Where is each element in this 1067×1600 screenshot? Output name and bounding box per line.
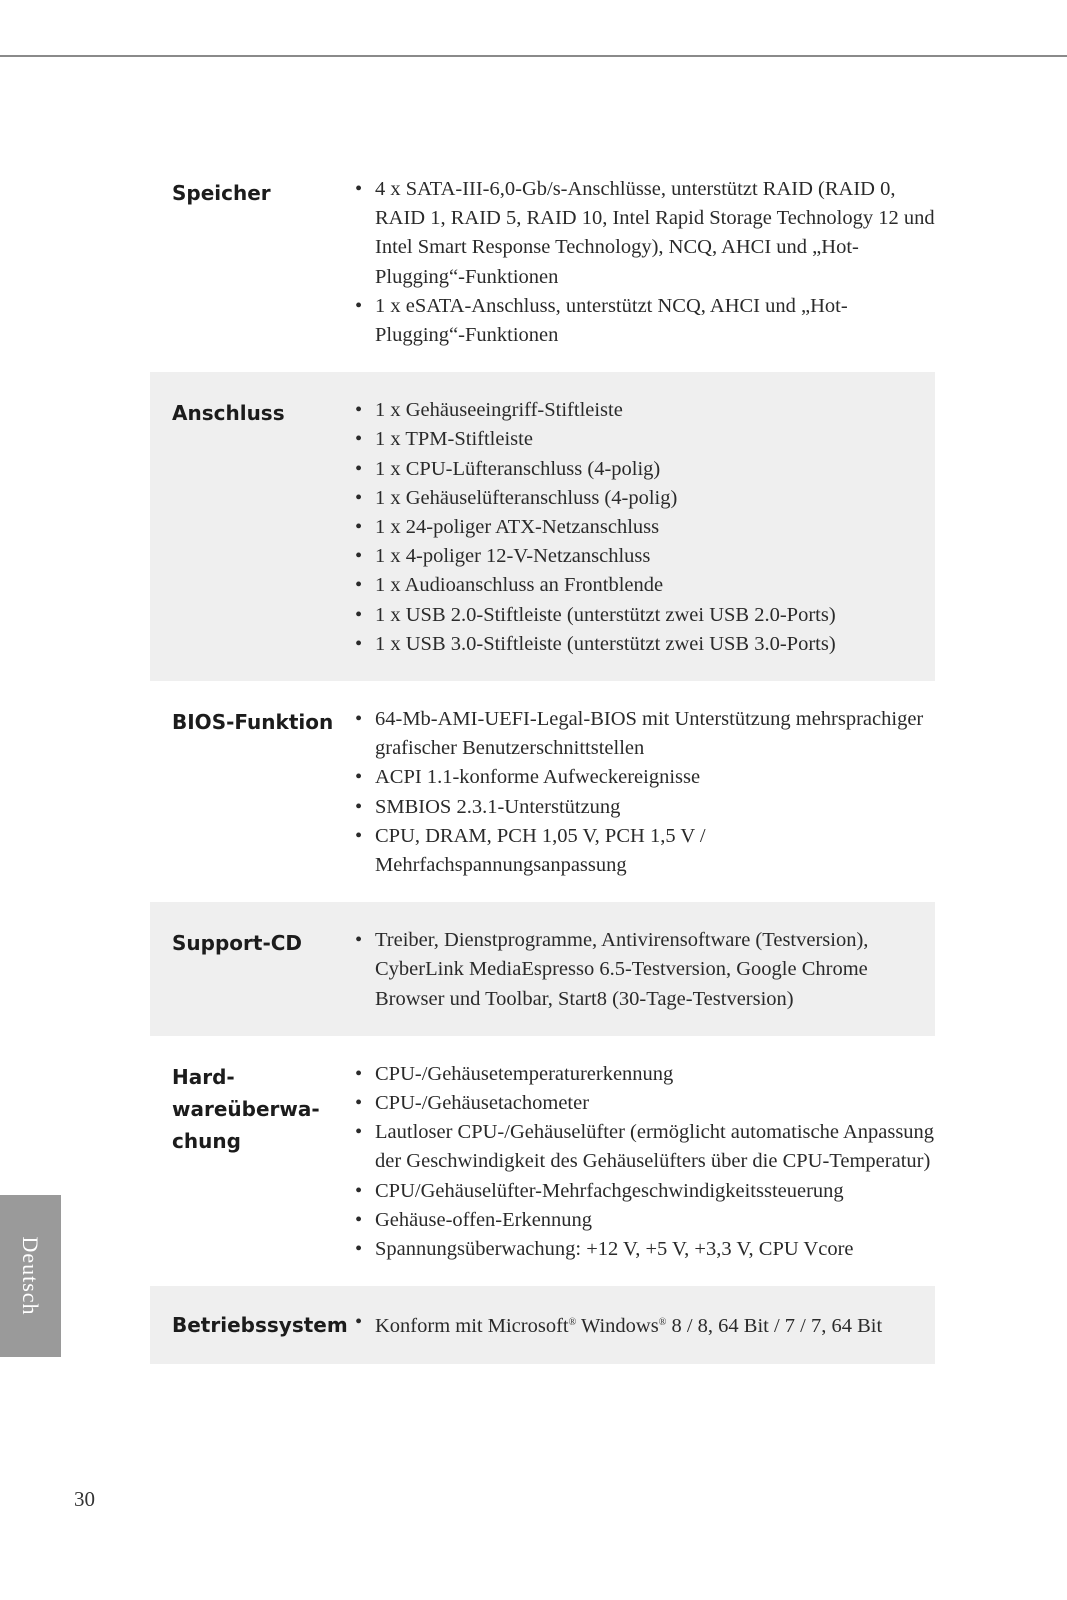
- list-item: • Lautloser CPU-/Gehäuselüfter (ermöglicht automatische Anpassung der Geschwindigkeit des Gehäuselüfters über die CPU-Temperatur): [375, 1118, 935, 1176]
- list-item: • Treiber, Dienstprogramme, Antivirensoftware (Testversion), CyberLink MediaEspresso 6.5-Testversion, Google Chrome Browser und Toolbar, Start8 (30-Tage-Testversion): [375, 926, 935, 1014]
- spec-items: [375, 396, 935, 659]
- list-item: • CPU/Gehäuselüfter-Mehrfachgeschwindigkeitssteuerung: [375, 1177, 935, 1206]
- list-item: • CPU, DRAM, PCH 1,05 V, PCH 1,5 V / Mehrfachspannungsanpassung: [375, 822, 935, 880]
- spec-label: Support-CD: [172, 931, 303, 956]
- spec-label: Anschluss: [172, 401, 285, 426]
- spec-label-line: wareüberwa-: [172, 1096, 320, 1121]
- spec-label: [172, 1061, 337, 1157]
- list-item: • 4 x SATA-III-6,0-Gb/s-Anschlüsse, unterstützt RAID (RAID 0, RAID 1, RAID 5, RAID 10, Intel Rapid Storage Technology 12 und Intel Smart Response Technology), NCQ, AHCI und „Hot-Plugging“-Funktionen: [375, 175, 935, 292]
- list-item: • 1 x Gehäuselüfteranschluss (4-polig): [375, 484, 935, 513]
- list-item: • 64-Mb-AMI-UEFI-Legal-BIOS mit Unterstützung mehrsprachiger grafischer Benutzerschnittstellen: [375, 705, 935, 763]
- spec-label-line: chung: [172, 1128, 241, 1153]
- side-tab-label: Deutsch: [18, 1236, 43, 1316]
- list-item: • 1 x CPU-Lüfteranschluss (4-polig): [375, 455, 935, 484]
- spec-items: [375, 926, 935, 1014]
- spec-items: [375, 1060, 935, 1264]
- spec-label-line: Hard-: [172, 1064, 235, 1089]
- spec-row-betriebssystem: [150, 1286, 935, 1363]
- list-item: • 1 x Gehäuseeingriff-Stiftleiste: [375, 396, 935, 425]
- spec-row-speicher: [150, 165, 935, 372]
- page-number: 30: [74, 1487, 95, 1511]
- list-item: [375, 1308, 935, 1341]
- list-item: • 1 x USB 3.0-Stiftleiste (unterstützt zwei USB 3.0-Ports): [375, 630, 935, 659]
- os-text: 8 / 8, 64 Bit / 7 / 7, 64 Bit: [666, 1315, 883, 1338]
- list-item: • SMBIOS 2.3.1-Unterstützung: [375, 793, 935, 822]
- spec-label: Betriebssystem: [172, 1313, 348, 1338]
- spec-items: [375, 175, 935, 350]
- spec-items: [375, 705, 935, 880]
- list-item: • Gehäuse-offen-Erkennung: [375, 1206, 935, 1235]
- list-item: • 1 x eSATA-Anschluss, unterstützt NCQ, AHCI und „Hot-Plugging“-Funktionen: [375, 292, 935, 350]
- spec-table: [150, 165, 935, 1364]
- list-item: • 1 x 24-poliger ATX-Netzanschluss: [375, 513, 935, 542]
- language-side-tab: [0, 1195, 61, 1357]
- list-item: • 1 x 4-poliger 12-V-Netzanschluss: [375, 542, 935, 571]
- registered-mark: ®: [658, 1317, 667, 1329]
- list-item: • CPU-/Gehäusetachometer: [375, 1089, 935, 1118]
- list-item: • Spannungsüberwachung: +12 V, +5 V, +3,3 V, CPU Vcore: [375, 1235, 935, 1264]
- spec-label: Speicher: [172, 181, 271, 205]
- list-item: • 1 x USB 2.0-Stiftleiste (unterstützt zwei USB 2.0-Ports): [375, 601, 935, 630]
- os-text: Windows: [576, 1315, 659, 1338]
- list-item: • 1 x Audioanschluss an Frontblende: [375, 571, 935, 600]
- registered-mark: ®: [568, 1317, 577, 1329]
- top-rule: [0, 55, 1067, 57]
- spec-row-bios-funktion: [150, 681, 935, 902]
- list-item: • CPU-/Gehäusetemperaturerkennung: [375, 1060, 935, 1089]
- list-item: • 1 x TPM-Stiftleiste: [375, 425, 935, 454]
- spec-row-anschluss: [150, 372, 935, 681]
- spec-row-support-cd: [150, 902, 935, 1036]
- list-item: • ACPI 1.1-konforme Aufweckereignisse: [375, 763, 935, 792]
- spec-row-hardwareueberwachung: [150, 1036, 935, 1286]
- spec-items: [375, 1308, 935, 1341]
- os-text: Konform mit Microsoft: [375, 1315, 569, 1338]
- spec-label: BIOS-Funktion: [172, 710, 334, 735]
